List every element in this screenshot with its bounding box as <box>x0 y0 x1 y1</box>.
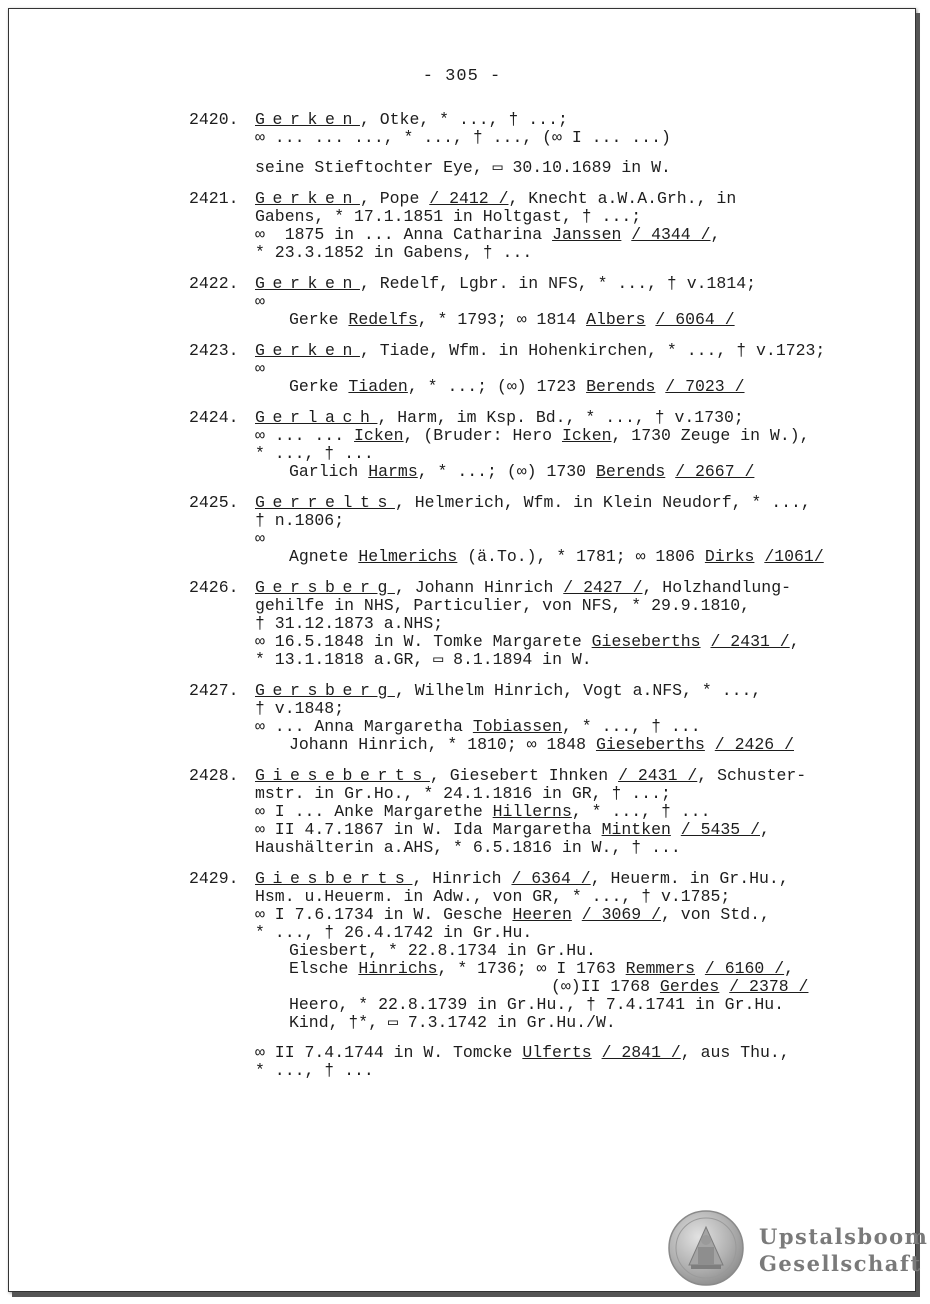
text: Hsm. u.Heuerm. in Adw., von GR, * ..., † v.1785; <box>255 887 731 906</box>
entry-line <box>255 445 909 463</box>
entry-body <box>255 111 909 177</box>
surname: Gerken <box>255 341 360 360</box>
cross-reference: / 2431 / <box>710 632 790 651</box>
entry-line <box>255 718 909 736</box>
entry-line <box>255 996 909 1014</box>
linked-name: Albers <box>586 310 646 329</box>
linked-name: Helmerichs <box>358 547 458 566</box>
entry-line <box>255 821 909 839</box>
text: , 1730 Zeuge in W.), <box>611 426 810 445</box>
linked-name: Mintken <box>601 820 671 839</box>
linked-name: Gieseberths <box>591 632 701 651</box>
genealogy-entry <box>189 190 909 262</box>
entry-line <box>255 129 909 147</box>
linked-name: Gieseberths <box>595 735 705 754</box>
linked-name: Ulferts <box>522 1043 592 1062</box>
entry-line <box>255 275 909 293</box>
entry-line <box>255 870 909 888</box>
text: * ..., † 26.4.1742 in Gr.Hu. <box>255 923 533 942</box>
entry-line <box>255 208 909 226</box>
text: * ..., † ... <box>255 444 374 463</box>
entry-body <box>255 682 909 754</box>
cross-reference: / 6064 / <box>655 310 735 329</box>
entry-line <box>255 111 909 129</box>
entry-body <box>255 190 909 262</box>
text: ∞ II 7.4.1744 in W. Tomcke <box>255 1043 523 1062</box>
entry-number: 2429. <box>189 869 239 888</box>
entry-line <box>255 512 909 530</box>
genealogy-entry <box>189 579 909 669</box>
surname: Gerken <box>255 274 360 293</box>
surname: Gieseberts <box>255 766 430 785</box>
text: ∞ I ... Anke Margarethe <box>255 802 493 821</box>
entry-number: 2423. <box>189 341 239 360</box>
cross-reference: / 4344 / <box>631 225 711 244</box>
text: , <box>789 632 800 651</box>
genealogy-entries <box>189 111 909 1093</box>
text <box>572 905 582 924</box>
entry-number: 2421. <box>189 189 239 208</box>
text: Heero, * 22.8.1739 in Gr.Hu., † 7.4.1741 in Gr.Hu. <box>289 995 785 1014</box>
document-page <box>8 8 929 1292</box>
entry-line <box>255 651 909 669</box>
text <box>705 735 715 754</box>
text <box>719 977 729 996</box>
text <box>621 225 631 244</box>
text: Elsche <box>289 959 359 978</box>
text: , Schuster- <box>697 766 807 785</box>
surname: Gerlach <box>255 408 378 427</box>
linked-name: Dirks <box>704 547 755 566</box>
text: ∞ <box>255 292 265 311</box>
text: , * 1736; ∞ I 1763 <box>437 959 626 978</box>
text: ∞ 16.5.1848 in W. Tomke Margarete <box>255 632 592 651</box>
entry-number: 2422. <box>189 274 239 293</box>
text: ∞ 1875 in ... Anna Catharina <box>255 225 553 244</box>
entry-line <box>255 190 909 208</box>
text: , Pope <box>359 189 430 208</box>
linked-name: Hillerns <box>492 802 572 821</box>
entry-line <box>255 700 909 718</box>
entry-line <box>255 463 909 481</box>
text <box>592 1043 602 1062</box>
text: , Wilhelm Hinrich, Vogt a.NFS, * ..., <box>394 681 762 700</box>
genealogy-entry <box>189 342 909 396</box>
text: Gerke <box>289 310 349 329</box>
text: ∞ ... ... ..., * ..., † ..., (∞ I ... ...) <box>255 128 671 147</box>
linked-name: Gerdes <box>659 977 720 996</box>
entry-line <box>255 494 909 512</box>
text: Gabens, * 17.1.1851 in Holtgast, † ...; <box>255 207 642 226</box>
cross-reference: / 2841 / <box>601 1043 681 1062</box>
cross-reference: / 2667 / <box>675 462 755 481</box>
cross-reference: /1061/ <box>764 547 824 566</box>
text: ∞ <box>255 529 265 548</box>
entry-line <box>255 736 909 754</box>
linked-name: Remmers <box>625 959 695 978</box>
surname: Gerrelts <box>255 493 395 512</box>
text: , Tiade, Wfm. in Hohenkirchen, * ..., † v.1723; <box>359 341 826 360</box>
entry-line <box>255 839 909 857</box>
text: , * ..., † ... <box>571 802 711 821</box>
entry-line <box>255 942 909 960</box>
text: † v.1848; <box>255 699 345 718</box>
entry-number: 2427. <box>189 681 239 700</box>
entry-number: 2426. <box>189 578 239 597</box>
text: ∞ I 7.6.1734 in W. Gesche <box>255 905 513 924</box>
entry-number: 2428. <box>189 766 239 785</box>
entry-line <box>255 924 909 942</box>
text: , * ...; (∞) 1723 <box>407 377 587 396</box>
entry-body <box>255 579 909 669</box>
text: , Holzhandlung- <box>642 578 792 597</box>
text: , Heuerm. in Gr.Hu., <box>590 869 789 888</box>
surname: Giesberts <box>255 869 413 888</box>
entry-line <box>255 888 909 906</box>
society-logo <box>667 1209 929 1289</box>
entry-line <box>255 244 909 262</box>
text: seine Stieftochter Eye, ▭ 30.10.1689 in W. <box>255 158 671 177</box>
text: , Helmerich, Wfm. in Klein Neudorf, * ..., <box>394 493 811 512</box>
text: Johann Hinrich, * 1810; ∞ 1848 <box>289 735 596 754</box>
entry-line <box>255 767 909 785</box>
text: , aus Thu., <box>680 1043 790 1062</box>
text <box>665 462 675 481</box>
entry-body <box>255 342 909 396</box>
text: , Harm, im Ksp. Bd., * ..., † v.1730; <box>377 408 744 427</box>
text: , Otke, * ..., † ...; <box>359 110 568 129</box>
text: (ä.To.), * 1781; ∞ 1806 <box>457 547 705 566</box>
entry-number: 2424. <box>189 408 239 427</box>
text: , von Std., <box>661 905 770 924</box>
entry-line <box>255 360 909 378</box>
logo-line-2: Gesellschaft <box>759 1251 922 1276</box>
text: Garlich <box>289 462 369 481</box>
linked-name: Icken <box>561 426 612 445</box>
text: ∞ <box>255 359 265 378</box>
logo-line-1: Upstalsboom <box>759 1224 929 1249</box>
entry-line <box>255 785 909 803</box>
genealogy-entry <box>189 409 909 481</box>
entry-body <box>255 767 909 857</box>
text <box>671 820 681 839</box>
entry-number: 2420. <box>189 110 239 129</box>
linked-name: Janssen <box>552 225 622 244</box>
entry-line <box>255 1044 909 1062</box>
text: , <box>710 225 721 244</box>
text: , <box>760 820 770 839</box>
cross-reference: / 7023 / <box>665 377 745 396</box>
surname: Gersberg <box>255 681 395 700</box>
genealogy-entry <box>189 111 909 177</box>
cross-reference: / 2431 / <box>618 766 698 785</box>
text: Agnete <box>289 547 359 566</box>
entry-line <box>255 682 909 700</box>
cross-reference: / 3069 / <box>581 905 661 924</box>
text: † 31.12.1873 a.NHS; <box>255 614 444 633</box>
text: , (Bruder: Hero <box>403 426 562 445</box>
text <box>701 632 711 651</box>
text: mstr. in Gr.Ho., * 24.1.1816 in GR, † ...; <box>255 784 671 803</box>
text: , Redelf, Lgbr. in NFS, * ..., † v.1814; <box>359 274 757 293</box>
genealogy-entry <box>189 870 909 1080</box>
text: Kind, †*, ▭ 7.3.1742 in Gr.Hu./W. <box>289 1013 616 1032</box>
text <box>645 310 655 329</box>
text: ∞ ... ... <box>255 426 355 445</box>
entry-number: 2425. <box>189 493 239 512</box>
cross-reference: / 6160 / <box>704 959 785 978</box>
text: , Johann Hinrich <box>394 578 564 597</box>
text: Gerke <box>289 377 349 396</box>
text: , * ...; (∞) 1730 <box>417 462 596 481</box>
entry-line <box>255 615 909 633</box>
text: gehilfe in NHS, Particulier, von NFS, * 29.9.1810, <box>255 596 751 615</box>
entry-line <box>255 342 909 360</box>
entry-line <box>255 548 909 566</box>
linked-name: Harms <box>368 462 418 481</box>
text: , Hinrich <box>412 869 512 888</box>
cross-reference: / 2412 / <box>429 189 509 208</box>
entry-line <box>255 226 909 244</box>
surname: Gersberg <box>255 578 395 597</box>
entry-line <box>255 633 909 651</box>
linked-name: Tiaden <box>348 377 408 396</box>
entry-line <box>255 978 909 996</box>
entry-line <box>255 378 909 396</box>
text: † n.1806; <box>255 511 345 530</box>
entry-body <box>255 409 909 481</box>
text <box>655 377 665 396</box>
entry-body <box>255 275 909 329</box>
text: ∞ ... Anna Margaretha <box>255 717 473 736</box>
cross-reference: / 2427 / <box>563 578 643 597</box>
linked-name: Heeren <box>512 905 572 924</box>
entry-line <box>255 159 909 177</box>
cross-reference: / 2378 / <box>729 977 809 996</box>
text: , Giesebert Ihnken <box>429 766 619 785</box>
entry-line <box>255 803 909 821</box>
linked-name: Redelfs <box>348 310 418 329</box>
entry-line <box>255 530 909 548</box>
text: , * ..., † ... <box>561 717 701 736</box>
text: * ..., † ... <box>255 1061 374 1080</box>
genealogy-entry <box>189 682 909 754</box>
cross-reference: / 5435 / <box>680 820 760 839</box>
entry-line <box>255 427 909 445</box>
cross-reference: / 2426 / <box>714 735 794 754</box>
text <box>695 959 705 978</box>
cross-reference: / 6364 / <box>511 869 591 888</box>
text: ∞ II 4.7.1867 in W. Ida Margaretha <box>255 820 602 839</box>
linked-name: Berends <box>595 462 666 481</box>
entry-line <box>255 597 909 615</box>
seal-icon <box>667 1209 745 1287</box>
text: (∞)II 1768 <box>551 977 660 996</box>
linked-name: Hinrichs <box>358 959 438 978</box>
text: * 13.1.1818 a.GR, ▭ 8.1.1894 in W. <box>255 650 592 669</box>
text <box>754 547 764 566</box>
linked-name: Tobiassen <box>472 717 562 736</box>
entry-line <box>255 906 909 924</box>
text: Giesbert, * 22.8.1734 in Gr.Hu. <box>289 941 596 960</box>
genealogy-entry <box>189 494 909 566</box>
entry-line <box>255 960 909 978</box>
linked-name: Berends <box>586 377 656 396</box>
entry-line <box>255 293 909 311</box>
surname: Gerken <box>255 110 360 129</box>
entry-body <box>255 870 909 1080</box>
genealogy-entry <box>189 767 909 857</box>
text: , * 1793; ∞ 1814 <box>417 310 587 329</box>
entry-line <box>255 1014 909 1032</box>
entry-line <box>255 1062 909 1080</box>
text: , Knecht a.W.A.Grh., in <box>508 189 737 208</box>
linked-name: Icken <box>354 426 404 445</box>
genealogy-entry <box>189 275 909 329</box>
entry-line <box>255 409 909 427</box>
entry-line <box>255 579 909 597</box>
text: * 23.3.1852 in Gabens, † ... <box>255 243 533 262</box>
entry-body <box>255 494 909 566</box>
text: Haushälterin a.AHS, * 6.5.1816 in W., † ... <box>255 838 681 857</box>
page-number: - 305 - <box>422 67 502 86</box>
entry-line <box>255 311 909 329</box>
text: , <box>784 959 795 978</box>
surname: Gerken <box>255 189 360 208</box>
